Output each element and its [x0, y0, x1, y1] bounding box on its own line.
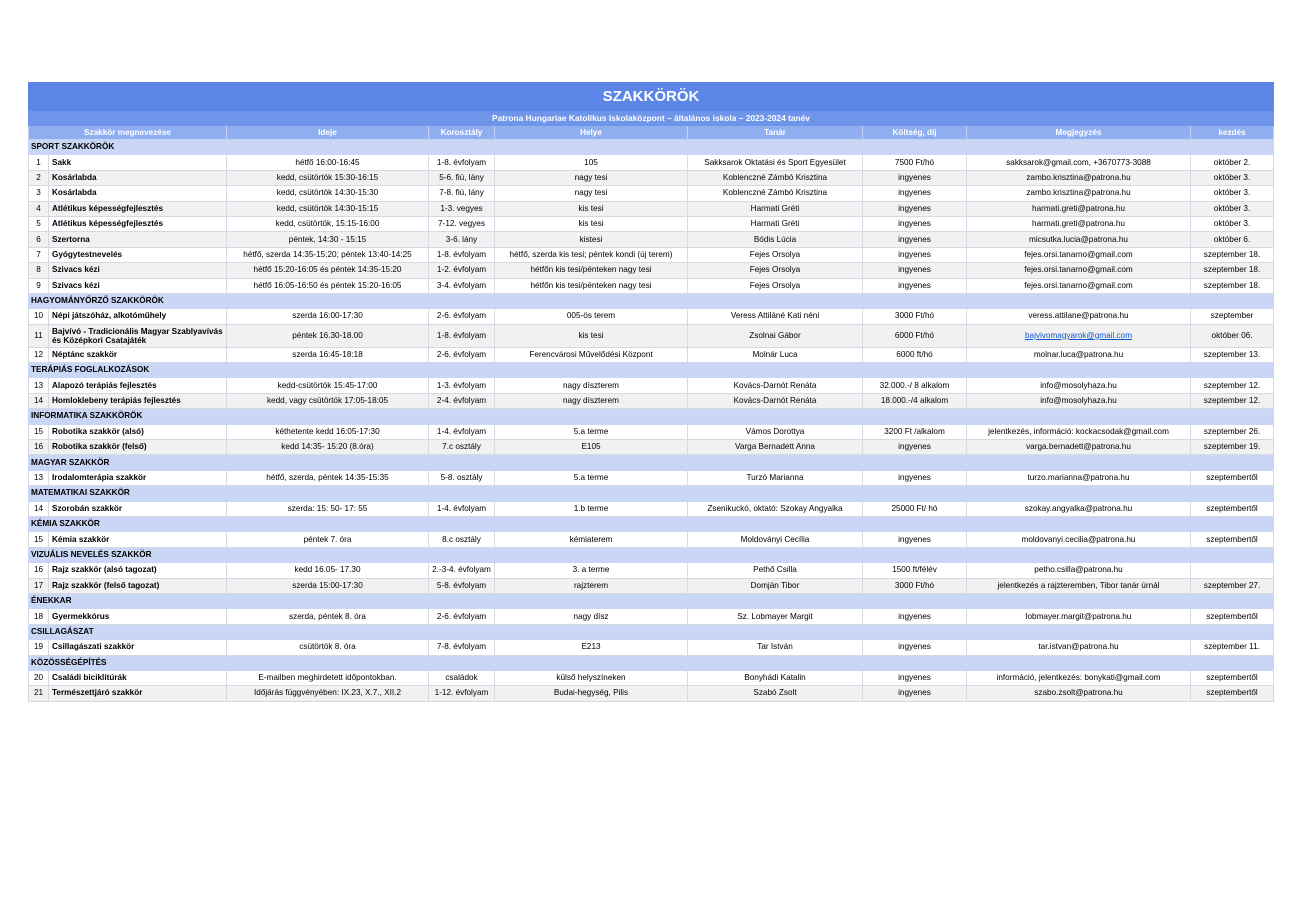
cell-cost: ingyenes [863, 278, 967, 293]
cell-note: jelentkezés a rajzteremben, Tibor tanár úrnál [967, 578, 1191, 593]
cell-place: kistesi [495, 232, 688, 247]
cell-name: Gyógytestnevelés [49, 247, 227, 262]
header-age: Korosztály [429, 126, 495, 140]
cell-name: Sakk [49, 155, 227, 170]
table-row [29, 347, 1274, 362]
section-title: SPORT SZAKKÖRÖK [29, 140, 1274, 155]
cell-age: 3-6. lány [429, 232, 495, 247]
cell-start: szeptembertől [1191, 470, 1274, 485]
cell-place: 3. a terme [495, 563, 688, 578]
table-row [29, 501, 1274, 516]
cell-teacher: Pethő Csilla [688, 563, 863, 578]
row-number: 19 [29, 640, 49, 655]
cell-note: info@mosolyhaza.hu [967, 378, 1191, 393]
cell-note: varga.bernadett@patrona.hu [967, 440, 1191, 455]
row-number: 4 [29, 201, 49, 216]
cell-start: szeptember 12. [1191, 393, 1274, 408]
cell-age: 7-12. vegyes [429, 216, 495, 231]
section-title: CSILLAGÁSZAT [29, 624, 1274, 639]
cell-age: 5-6. fiú, lány [429, 170, 495, 185]
section-title: KÉMIA SZAKKÖR [29, 516, 1274, 531]
cell-age: 2-4. évfolyam [429, 393, 495, 408]
row-number: 21 [29, 686, 49, 701]
cell-time: péntek, 14:30 - 15:15 [227, 232, 429, 247]
cell-place: rajzterem [495, 578, 688, 593]
cell-name: Rajz szakkör (felső tagozat) [49, 578, 227, 593]
cell-place: E105 [495, 440, 688, 455]
cell-note: fejes.orsi.tanarno@gmail.com [967, 263, 1191, 278]
cell-teacher: Moldoványi Cecília [688, 532, 863, 547]
cell-cost: ingyenes [863, 247, 967, 262]
table-row [29, 424, 1274, 439]
section-title: INFORMATIKA SZAKKÖRÖK [29, 409, 1274, 424]
header-place: Helye [495, 126, 688, 140]
cell-start: október 3. [1191, 216, 1274, 231]
section-title: MAGYAR SZAKKÖR [29, 455, 1274, 470]
cell-age: 2-6. évfolyam [429, 609, 495, 624]
cell-age: 1-12. évfolyam [429, 686, 495, 701]
cell-age: 2.-3-4. évfolyam [429, 563, 495, 578]
table-row [29, 440, 1274, 455]
cell-name: Kosárlabda [49, 170, 227, 185]
cell-start: szeptembertől [1191, 670, 1274, 685]
table-row [29, 155, 1274, 170]
cell-age: 1-4. évfolyam [429, 501, 495, 516]
cell-age: 2-6. évfolyam [429, 347, 495, 362]
cell-age: 5-8. osztály [429, 470, 495, 485]
section-row [29, 455, 1274, 470]
table-row [29, 263, 1274, 278]
cell-start: szeptember 18. [1191, 278, 1274, 293]
cell-name: Természettjáró szakkör [49, 686, 227, 701]
cell-age: 1-8. évfolyam [429, 247, 495, 262]
row-number: 13 [29, 470, 49, 485]
cell-teacher: Koblenczné Zámbó Krisztina [688, 170, 863, 185]
section-row [29, 547, 1274, 562]
section-title: HAGYOMÁNYŐRZŐ SZAKKÖRÖK [29, 293, 1274, 308]
cell-time: kedd, csütörtök 15:30-16:15 [227, 170, 429, 185]
cell-place: 1.b terme [495, 501, 688, 516]
cell-time: szerda: 15: 50- 17: 55 [227, 501, 429, 516]
cell-teacher: Varga Bernadett Anna [688, 440, 863, 455]
cell-start: szeptember 19. [1191, 440, 1274, 455]
cell-start: október 3. [1191, 201, 1274, 216]
cell-teacher: Kovács-Darnót Renáta [688, 378, 863, 393]
cell-name: Rajz szakkör (alsó tagozat) [49, 563, 227, 578]
table-row [29, 324, 1274, 347]
cell-time: szerda 16:45-18:18 [227, 347, 429, 362]
cell-name: Atlétikus képességfejlesztés [49, 201, 227, 216]
header-time: Ideje [227, 126, 429, 140]
cell-teacher: Harmati Gréti [688, 216, 863, 231]
cell-name: Irodalomterápia szakkör [49, 470, 227, 485]
cell-cost: 1500 ft/félév [863, 563, 967, 578]
cell-place: 5.a terme [495, 470, 688, 485]
cell-age: 1-8. évfolyam [429, 155, 495, 170]
cell-note: zambo.krisztina@patrona.hu [967, 186, 1191, 201]
cell-age: 2-6. évfolyam [429, 309, 495, 324]
cell-name: Családi biciklitúrák [49, 670, 227, 685]
cell-time: E-mailben meghirdetett időpontokban. [227, 670, 429, 685]
cell-name: Néptánc szakkör [49, 347, 227, 362]
row-number: 9 [29, 278, 49, 293]
table-row [29, 670, 1274, 685]
cell-note: harmati.greti@patrona.hu [967, 216, 1191, 231]
cell-teacher: Bódis Lúcia [688, 232, 863, 247]
cell-start: szeptembertől [1191, 501, 1274, 516]
cell-place: 005-ös terem [495, 309, 688, 324]
cell-note: harmati.greti@patrona.hu [967, 201, 1191, 216]
cell-age: 1-4. évfolyam [429, 424, 495, 439]
row-number: 15 [29, 532, 49, 547]
cell-place: külső helyszíneken [495, 670, 688, 685]
cell-cost: 3000 Ft/hó [863, 578, 967, 593]
cell-name: Kosárlabda [49, 186, 227, 201]
cell-teacher: Domján Tibor [688, 578, 863, 593]
cell-place: 105 [495, 155, 688, 170]
section-row [29, 516, 1274, 531]
row-number: 16 [29, 440, 49, 455]
cell-note: tar.istvan@patrona.hu [967, 640, 1191, 655]
row-number: 12 [29, 347, 49, 362]
cell-start: október 6. [1191, 232, 1274, 247]
row-number: 20 [29, 670, 49, 685]
cell-teacher: Bonyhádi Katalin [688, 670, 863, 685]
cell-start: szeptembertől [1191, 686, 1274, 701]
cell-time: péntek 7. óra [227, 532, 429, 547]
table-row [29, 378, 1274, 393]
cell-place: kémiaterem [495, 532, 688, 547]
cell-note: információ, jelentkezés: bonykati@gmail.com [967, 670, 1191, 685]
cell-note: molnar.luca@patrona.hu [967, 347, 1191, 362]
cell-note: micsutka.lucia@patrona.hu [967, 232, 1191, 247]
cell-teacher: Sakksarok Oktatási és Sport Egyesület [688, 155, 863, 170]
cell-note [967, 324, 1191, 347]
cell-name: Népi játszóház, alkotóműhely [49, 309, 227, 324]
sheet-subtitle: Patrona Hungariae Katolikus Iskolaközpont – általános iskola – 2023-2024 tanév [29, 111, 1274, 126]
cell-time: kedd, vagy csütörtök 17:05-18:05 [227, 393, 429, 408]
cell-name: Szertorna [49, 232, 227, 247]
cell-teacher: Fejes Orsolya [688, 278, 863, 293]
row-number: 11 [29, 324, 49, 347]
title-row [29, 83, 1274, 111]
cell-cost: ingyenes [863, 670, 967, 685]
cell-place: nagy tesi [495, 170, 688, 185]
cell-cost: ingyenes [863, 686, 967, 701]
cell-time: Időjárás függvényében: IX.23, X.7., XII.2 [227, 686, 429, 701]
cell-time: hétfő, szerda 14:35-15:20; péntek 13:40-14:25 [227, 247, 429, 262]
cell-cost: ingyenes [863, 640, 967, 655]
table-row [29, 609, 1274, 624]
cell-start: szeptember 18. [1191, 247, 1274, 262]
cell-place: nagy díszterem [495, 378, 688, 393]
header-teacher: Tanár [688, 126, 863, 140]
section-row [29, 486, 1274, 501]
row-number: 2 [29, 170, 49, 185]
table-row [29, 170, 1274, 185]
cell-name: Csillagászati szakkör [49, 640, 227, 655]
cell-place: hétfő, szerda kis tesi; péntek kondi (új terem) [495, 247, 688, 262]
cell-start: október 06. [1191, 324, 1274, 347]
section-title: KÖZÖSSÉGÉPÍTÉS [29, 655, 1274, 670]
cell-name: Bajvívó - Tradicionális Magyar Szablyavívás és Középkori Csatajáték [49, 324, 227, 347]
cell-cost: ingyenes [863, 609, 967, 624]
cell-cost: 25000 Ft/ hó [863, 501, 967, 516]
cell-name: Kémia szakkör [49, 532, 227, 547]
cell-teacher: Koblenczné Zámbó Krisztina [688, 186, 863, 201]
cell-age: 7.c osztály [429, 440, 495, 455]
row-number: 14 [29, 393, 49, 408]
cell-time: kedd 16.05- 17.30 [227, 563, 429, 578]
cell-place: nagy tesi [495, 186, 688, 201]
cell-start: szeptember 11. [1191, 640, 1274, 655]
section-row [29, 655, 1274, 670]
cell-cost: 6000 ft/hó [863, 347, 967, 362]
table-row [29, 470, 1274, 485]
cell-note: info@mosolyhaza.hu [967, 393, 1191, 408]
cell-cost: ingyenes [863, 201, 967, 216]
cell-place: nagy díszterem [495, 393, 688, 408]
cell-age: 5-8. évfolyam [429, 578, 495, 593]
cell-start: október 3. [1191, 186, 1274, 201]
cell-time: hétfő 16:05-16:50 és péntek 15:20-16:05 [227, 278, 429, 293]
cell-start [1191, 563, 1274, 578]
cell-note: moldovanyi.cecilia@patrona.hu [967, 532, 1191, 547]
cell-note: szabo.zsolt@patrona.hu [967, 686, 1191, 701]
section-row [29, 140, 1274, 155]
cell-age: 1-3. vegyes [429, 201, 495, 216]
row-number: 16 [29, 563, 49, 578]
row-number: 7 [29, 247, 49, 262]
cell-time: kedd 14:35- 15:20 (8.óra) [227, 440, 429, 455]
table-row [29, 563, 1274, 578]
section-row [29, 363, 1274, 378]
cell-note: petho.csilla@patrona.hu [967, 563, 1191, 578]
row-number: 15 [29, 424, 49, 439]
section-row [29, 293, 1274, 308]
cell-note: jelentkezés, információ: kockacsodak@gmail.com [967, 424, 1191, 439]
header-start: kezdés [1191, 126, 1274, 140]
cell-time: kéthetente kedd 16:05-17:30 [227, 424, 429, 439]
cell-cost: 32.000.-/ 8 alkalom [863, 378, 967, 393]
cell-teacher: Fejes Orsolya [688, 263, 863, 278]
cell-start: szeptember 13. [1191, 347, 1274, 362]
cell-cost: ingyenes [863, 470, 967, 485]
subtitle-row [29, 111, 1274, 126]
cell-cost: ingyenes [863, 170, 967, 185]
table-row [29, 686, 1274, 701]
cell-cost: ingyenes [863, 532, 967, 547]
table-row [29, 578, 1274, 593]
cell-teacher: Sz. Lobmayer Margit [688, 609, 863, 624]
cell-age: 7-8. fiú, lány [429, 186, 495, 201]
table-row [29, 278, 1274, 293]
table-row [29, 186, 1274, 201]
cell-place: 5.a terme [495, 424, 688, 439]
row-number: 17 [29, 578, 49, 593]
email-link[interactable]: bajvivomagyarok@gmail.com [1024, 330, 1133, 340]
cell-name: Szivacs kézi [49, 278, 227, 293]
cell-age: 1-8. évfolyam [429, 324, 495, 347]
row-number: 10 [29, 309, 49, 324]
cell-cost: ingyenes [863, 186, 967, 201]
section-title: MATEMATIKAI SZAKKÖR [29, 486, 1274, 501]
cell-cost: 3000 Ft/hó [863, 309, 967, 324]
cell-note: sakksarok@gmail.com, +3670773-3088 [967, 155, 1191, 170]
cell-age: családok [429, 670, 495, 685]
section-title: VIZUÁLIS NEVELÉS SZAKKÖR [29, 547, 1274, 562]
table-row [29, 393, 1274, 408]
cell-time: hétfő 15:20-16:05 és péntek 14:35-15:20 [227, 263, 429, 278]
cell-teacher: Zsolnai Gábor [688, 324, 863, 347]
cell-time: kedd, csütörtök 14:30-15:15 [227, 201, 429, 216]
cell-start: szeptembertől [1191, 532, 1274, 547]
cell-start: szeptember 18. [1191, 263, 1274, 278]
cell-cost: 18.000.-/4 alkalom [863, 393, 967, 408]
cell-place: Budai-hegység, Pilis [495, 686, 688, 701]
row-number: 18 [29, 609, 49, 624]
cell-age: 1-2. évfolyam [429, 263, 495, 278]
cell-name: Robotika szakkör (alsó) [49, 424, 227, 439]
header-cost: Költség, díj [863, 126, 967, 140]
cell-place: nagy dísz [495, 609, 688, 624]
cell-cost: ingyenes [863, 263, 967, 278]
cell-teacher: Vámos Dorottya [688, 424, 863, 439]
cell-name: Gyermekkórus [49, 609, 227, 624]
cell-start: szeptember 12. [1191, 378, 1274, 393]
cell-age: 1-3. évfolyam [429, 378, 495, 393]
cell-place: Ferencvárosi Művelődési Központ [495, 347, 688, 362]
cell-time: kedd-csütörtök 15:45-17:00 [227, 378, 429, 393]
cell-place: hétfőn kis tesi/pénteken nagy tesi [495, 278, 688, 293]
row-number: 3 [29, 186, 49, 201]
cell-age: 7-8. évfolyam [429, 640, 495, 655]
cell-note: turzo.marianna@patrona.hu [967, 470, 1191, 485]
spreadsheet [28, 82, 1273, 702]
table-row [29, 232, 1274, 247]
table-row [29, 216, 1274, 231]
section-row [29, 593, 1274, 608]
cell-cost: 7500 Ft/hó [863, 155, 967, 170]
cell-time: péntek 16.30-18.00 [227, 324, 429, 347]
cell-name: Szorobán szakkör [49, 501, 227, 516]
section-row [29, 624, 1274, 639]
cell-cost: 6000 Ft/hó [863, 324, 967, 347]
table-row [29, 201, 1274, 216]
cell-place: kis tesi [495, 324, 688, 347]
cell-start: szeptember 26. [1191, 424, 1274, 439]
cell-place: kis tesi [495, 216, 688, 231]
cell-name: Robotika szakkör (felső) [49, 440, 227, 455]
cell-start: szeptember 27. [1191, 578, 1274, 593]
header-row [29, 126, 1274, 140]
cell-note: szokay.angyalka@patrona.hu [967, 501, 1191, 516]
sheet-title: SZAKKÖRÖK [29, 83, 1274, 111]
cell-note: lobmayer.margit@patrona.hu [967, 609, 1191, 624]
cell-teacher: Kovács-Darnót Renáta [688, 393, 863, 408]
row-number: 8 [29, 263, 49, 278]
cell-place: hétfőn kis tesi/pénteken nagy tesi [495, 263, 688, 278]
cell-time: szerda 15:00-17:30 [227, 578, 429, 593]
cell-time: hétfő, szerda, péntek 14:35-15:35 [227, 470, 429, 485]
cell-teacher: Turzó Marianna [688, 470, 863, 485]
cell-cost: 3200 Ft /alkalom [863, 424, 967, 439]
row-number: 6 [29, 232, 49, 247]
section-row [29, 409, 1274, 424]
cell-teacher: Veress Attiláné Kati néni [688, 309, 863, 324]
header-note: Megjegyzés [967, 126, 1191, 140]
cell-note: fejes.orsi.tanarno@gmail.com [967, 247, 1191, 262]
section-title: TERÁPIÁS FOGLALKOZÁSOK [29, 363, 1274, 378]
cell-time: csütörtök 8. óra [227, 640, 429, 655]
cell-place: E213 [495, 640, 688, 655]
cell-time: kedd, csütörtök 14:30-15:30 [227, 186, 429, 201]
cell-start: október 2. [1191, 155, 1274, 170]
cell-time: szerda, péntek 8. óra [227, 609, 429, 624]
cell-teacher: Molnár Luca [688, 347, 863, 362]
cell-place: kis tesi [495, 201, 688, 216]
cell-name: Szivacs kézi [49, 263, 227, 278]
cell-age: 3-4. évfolyam [429, 278, 495, 293]
table-row [29, 309, 1274, 324]
cell-teacher: Fejes Orsolya [688, 247, 863, 262]
cell-cost: ingyenes [863, 232, 967, 247]
row-number: 13 [29, 378, 49, 393]
cell-time: hétfő 16:00-16:45 [227, 155, 429, 170]
cell-name: Atlétikus képességfejlesztés [49, 216, 227, 231]
cell-age: 8.c osztály [429, 532, 495, 547]
cell-start: szeptember [1191, 309, 1274, 324]
row-number: 1 [29, 155, 49, 170]
cell-start: október 3. [1191, 170, 1274, 185]
cell-teacher: Tar István [688, 640, 863, 655]
row-number: 5 [29, 216, 49, 231]
table-row [29, 532, 1274, 547]
header-name: Szakkör megnevezése [29, 126, 227, 140]
cell-cost: ingyenes [863, 440, 967, 455]
cell-name: Homloklebeny terápiás fejlesztés [49, 393, 227, 408]
clubs-table [28, 82, 1274, 702]
cell-cost: ingyenes [863, 216, 967, 231]
cell-note: fejes.orsi.tanarno@gmail.com [967, 278, 1191, 293]
cell-note: zambo.krisztina@patrona.hu [967, 170, 1191, 185]
cell-teacher: Zsenikuckó, oktató: Szokay Angyalka [688, 501, 863, 516]
cell-time: kedd, csütörtök, 15:15-16:00 [227, 216, 429, 231]
row-number: 14 [29, 501, 49, 516]
cell-teacher: Harmati Gréti [688, 201, 863, 216]
section-title: ÉNEKKAR [29, 593, 1274, 608]
cell-teacher: Szabó Zsolt [688, 686, 863, 701]
cell-name: Alapozó terápiás fejlesztés [49, 378, 227, 393]
table-row [29, 247, 1274, 262]
cell-note: veress.attilane@patrona.hu [967, 309, 1191, 324]
cell-start: szeptembertől [1191, 609, 1274, 624]
cell-time: szerda 16:00-17:30 [227, 309, 429, 324]
table-row [29, 640, 1274, 655]
